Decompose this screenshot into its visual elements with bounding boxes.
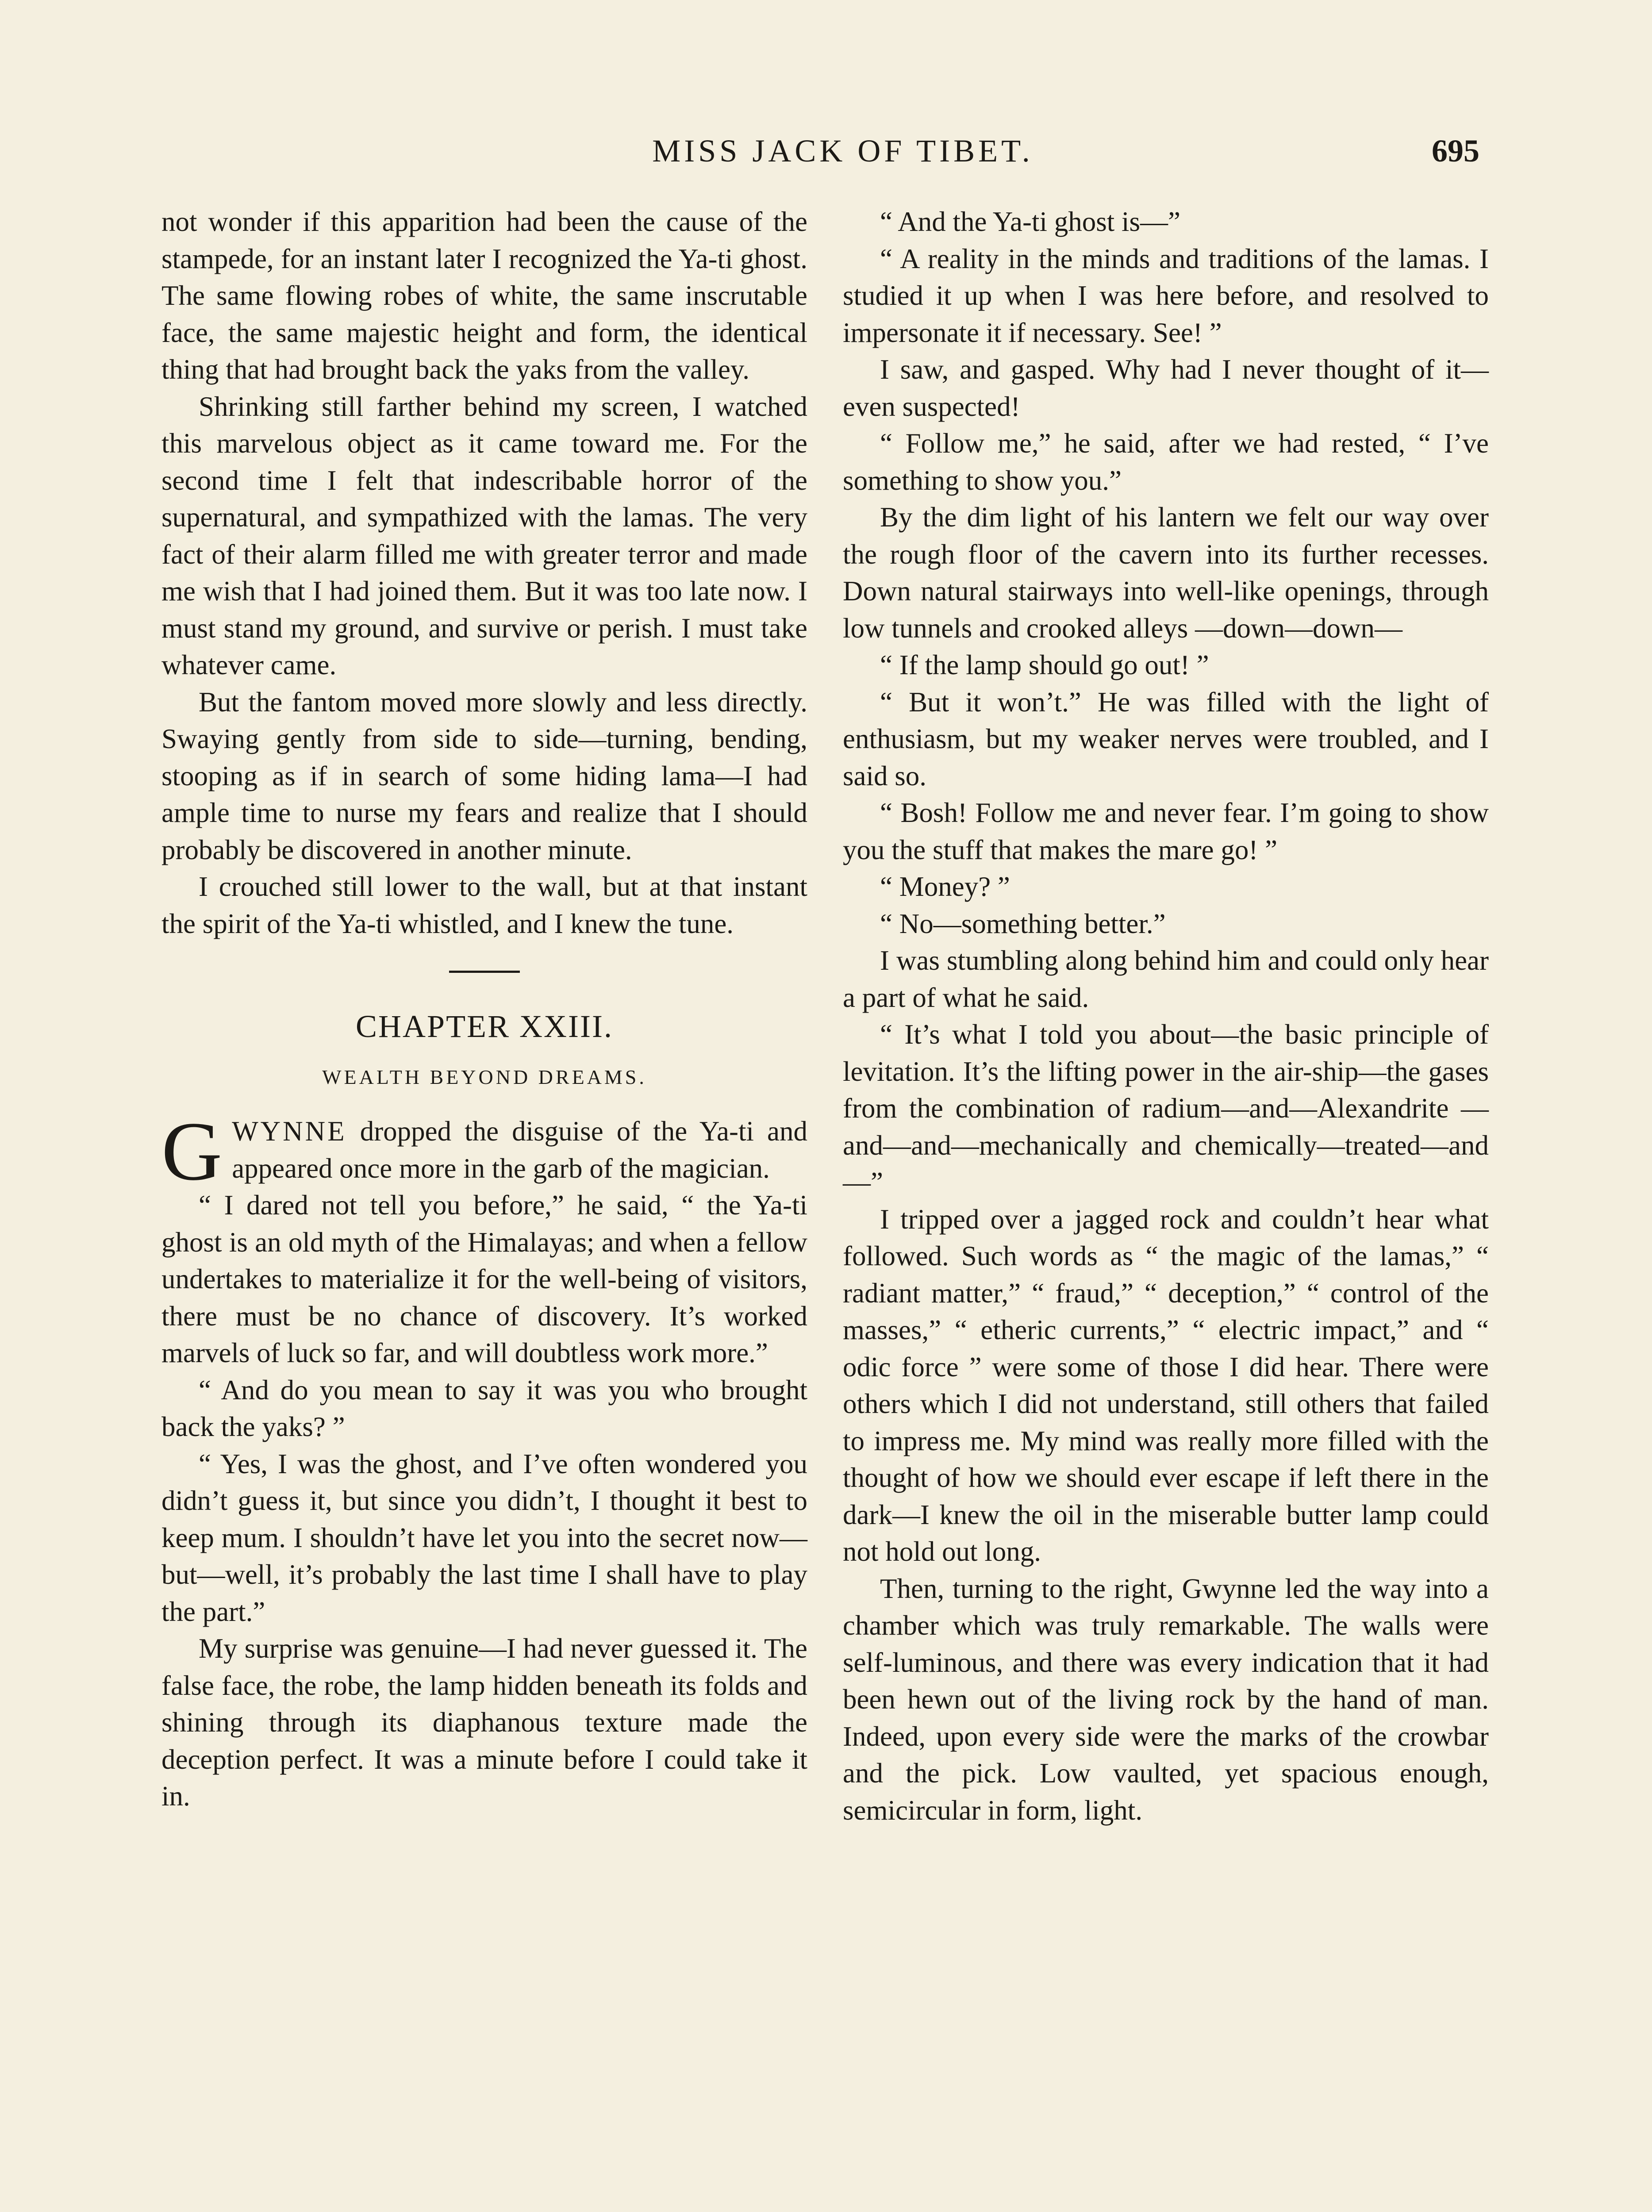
paragraph: “ Bosh! Follow me and never fear. I’m going to show you the stuff that makes the mare go! ” bbox=[843, 797, 1489, 865]
paragraph: “ Follow me,” he said, after we had rested, “ I’ve something to show you.” bbox=[843, 428, 1489, 496]
paragraph: By the dim light of his lantern we felt our way over the rough floor of the cavern into its further recesses. Down natural stairways into well-like openings, through low tunnels and crooked alleys —down—down— bbox=[843, 502, 1489, 644]
paragraph: “ Yes, I was the ghost, and I’ve often wondered you didn’t guess it, but since you didn’t, I thought it best to keep mum. I shouldn’t have let you into the secret now—but—well, it’s probably the last time I shall have to play the part.” bbox=[161, 1448, 807, 1627]
opening-word: WYNNE bbox=[232, 1116, 347, 1147]
opening-text: dropped the disguise of the Ya-ti and appeared once more in the garb of the magician. bbox=[232, 1116, 807, 1184]
paragraph: not wonder if this apparition had been the cause of the stampede, for an instant later I recognized the Ya-ti ghost. The same flowing robes of white, the same inscrutable face, the same majestic height and form, the identical thing that had brought back the yaks from the valley. bbox=[161, 206, 807, 385]
chapter-opening-paragraph bbox=[161, 1105, 807, 1198]
paragraph: Shrinking still farther behind my screen, I watched this marvelous object as it came toward me. For the second time I felt that indescribable horror of the supernatural, and sympathized with the lamas. The very fact of their alarm filled me with greater terror and made me wish that I had joined them. But it was too late now. I must stand my ground, and survive or perish. I must take whatever came. bbox=[161, 391, 807, 680]
page-number: 695 bbox=[1432, 133, 1479, 169]
paragraph: Then, turning to the right, Gwynne led the way into a chamber which was truly remarkable. The walls were self-luminous, and there was every indication that it had been hewn out of the living rock by the hand of man. Indeed, upon every side were the marks of the crowbar and the pick. Low vaulted, yet spacious enough, semicircular in form, light. bbox=[843, 1573, 1489, 1826]
left-text-column bbox=[161, 204, 807, 1815]
paragraph: “ No—something better.” bbox=[880, 908, 1166, 939]
paragraph: “ I dared not tell you before,” he said, “ the Ya-ti ghost is an old myth of the Himalayas; and when a fellow undertakes to materialize it for the well-being of visitors, there must be no chance of discovery. It’s worked marvels of luck so far, and will doubtless work more.” bbox=[161, 1190, 807, 1368]
section-divider-rule bbox=[449, 971, 520, 973]
paragraph: I tripped over a jagged rock and couldn’t hear what followed. Such words as “ the magic of the lamas,” “ radiant matter,” “ fraud,” “ deception,” “ control of the masses,” “ etheric currents,” “ electric impact,” and “ odic force ” were some of those I did hear. There were others which I did not understand, still others that failed to impress me. My mind was really more filled with the thought of how we should ever escape if left there in the dark—I knew the oil in the miserable butter lamp could not hold out long. bbox=[843, 1203, 1489, 1567]
paragraph: I crouched still lower to the wall, but at that instant the spirit of the Ya-ti whistled, and I knew the tune. bbox=[161, 871, 807, 939]
chapter-subtitle: WEALTH BEYOND DREAMS. bbox=[322, 1065, 647, 1088]
paragraph: “ Money? ” bbox=[880, 871, 1010, 902]
right-text-column bbox=[843, 204, 1489, 1829]
paragraph: But the fantom moved more slowly and less directly. Swaying gently from side to side—turning, bending, stooping as if in search of some hiding lama—I had ample time to nurse my fears and realize that I should probably be discovered in another minute. bbox=[161, 686, 807, 865]
paragraph: “ And the Ya-ti ghost is—” bbox=[880, 206, 1181, 237]
drop-cap: G bbox=[161, 1105, 223, 1198]
paragraph: “ A reality in the minds and traditions of the lamas. I studied it up when I was here before, and resolved to impersonate it if necessary. See! ” bbox=[843, 243, 1489, 348]
paragraph: I was stumbling along behind him and could only hear a part of what he said. bbox=[843, 945, 1489, 1013]
paragraph: I saw, and gasped. Why had I never thought of it—even suspected! bbox=[843, 354, 1489, 422]
running-header bbox=[0, 119, 1652, 173]
chapter-title: CHAPTER XXIII. bbox=[356, 1009, 613, 1044]
paragraph: My surprise was genuine—I had never guessed it. The false face, the robe, the lamp hidden beneath its folds and shining through its diaphanous texture made the deception perfect. It was a minute before I could take it in. bbox=[161, 1633, 807, 1812]
paragraph: “ It’s what I told you about—the basic principle of levitation. It’s the lifting power in the air-ship—the gases from the combination of radium—and—Alexandrite — and—and—mechanically and chemically—treated—and—” bbox=[843, 1019, 1489, 1198]
paragraph: “ But it won’t.” He was filled with the light of enthusiasm, but my weaker nerves were troubled, and I said so. bbox=[843, 686, 1489, 791]
paragraph: “ And do you mean to say it was you who brought back the yaks? ” bbox=[161, 1374, 807, 1442]
running-title: MISS JACK OF TIBET. bbox=[652, 133, 1033, 169]
paragraph: “ If the lamp should go out! ” bbox=[880, 649, 1209, 680]
